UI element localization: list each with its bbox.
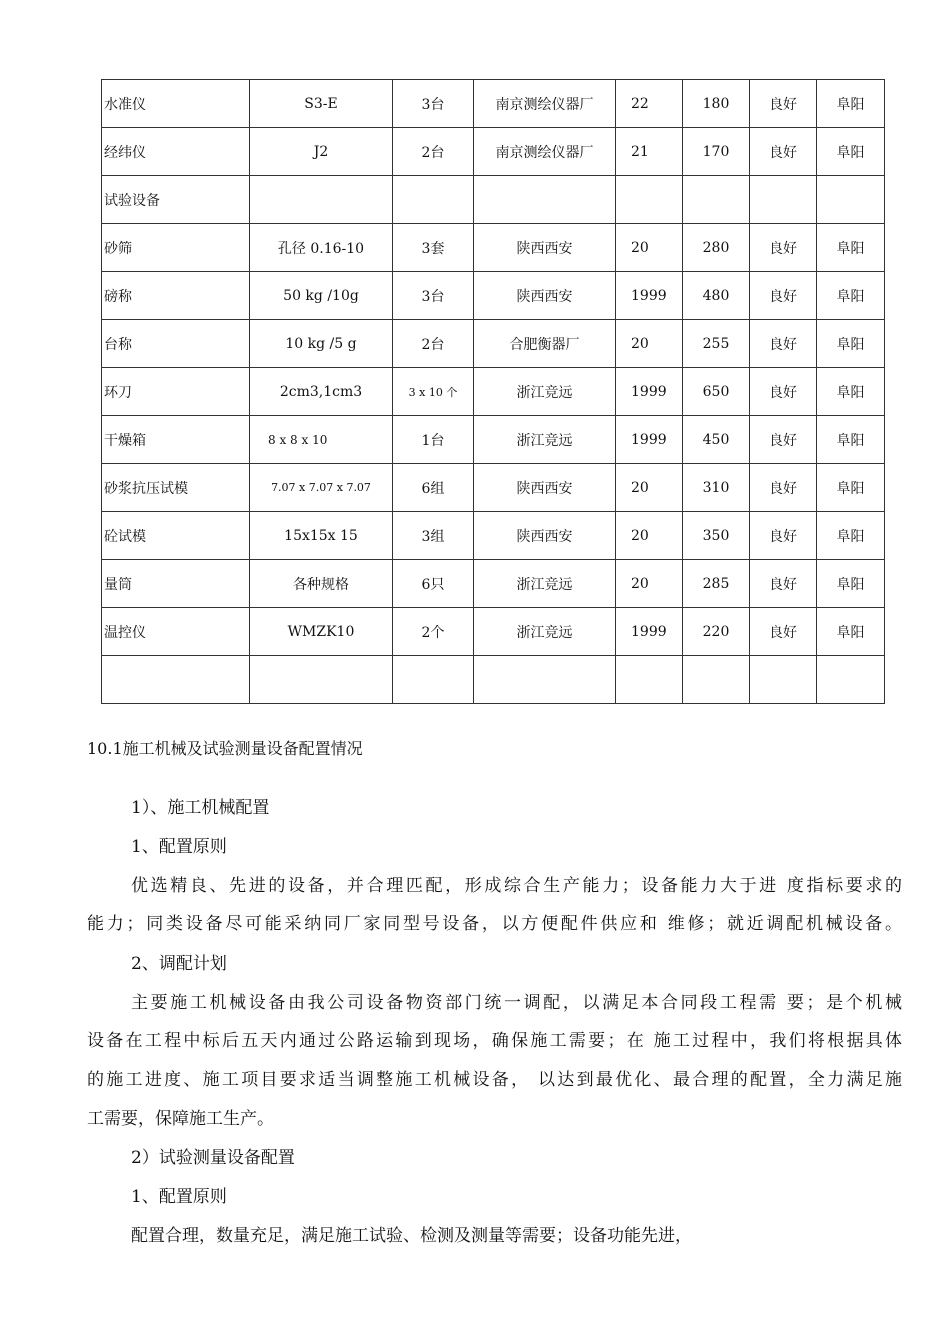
cell-power: 650 bbox=[683, 368, 750, 416]
cell-power: 280 bbox=[683, 224, 750, 272]
heading-config-principle: 1、配置原则 bbox=[131, 837, 227, 857]
cell-quantity: 3台 bbox=[393, 272, 474, 320]
cell-year: 22 bbox=[616, 80, 683, 128]
equipment-table bbox=[101, 79, 885, 704]
cell-year bbox=[616, 176, 683, 224]
cell-year: 1999 bbox=[616, 608, 683, 656]
cell-quantity: 3套 bbox=[393, 224, 474, 272]
cell-power: 180 bbox=[683, 80, 750, 128]
cell-power: 350 bbox=[683, 512, 750, 560]
section-title: 10.1施工机械及试验测量设备配置情况 bbox=[87, 739, 363, 758]
cell-quantity: 3台 bbox=[393, 80, 474, 128]
cell-location: 阜阳 bbox=[817, 272, 885, 320]
paragraph-line: 工需要，保障施工生产。 bbox=[87, 1109, 274, 1129]
cell-model: 孔径 0.16-10 bbox=[250, 224, 393, 272]
cell-power: 480 bbox=[683, 272, 750, 320]
cell-name: 磅称 bbox=[102, 272, 250, 320]
table-row bbox=[102, 656, 885, 704]
heading-machinery: 1）、施工机械配置 bbox=[131, 798, 270, 818]
cell-power: 450 bbox=[683, 416, 750, 464]
cell-model: 7.07 x 7.07 x 7.07 bbox=[250, 464, 393, 512]
paragraph-line: 优选精良、先进的设备，并合理匹配，形成综合生产能力；设备能力大于进 度指标要求的 bbox=[131, 876, 902, 896]
cell-name: 台称 bbox=[102, 320, 250, 368]
table-row bbox=[102, 272, 885, 320]
cell-condition: 良好 bbox=[750, 464, 817, 512]
cell-name: 温控仪 bbox=[102, 608, 250, 656]
cell-condition: 良好 bbox=[750, 512, 817, 560]
cell-model: J2 bbox=[250, 128, 393, 176]
cell-location bbox=[817, 656, 885, 704]
cell-location: 阜阳 bbox=[817, 320, 885, 368]
cell-quantity bbox=[393, 176, 474, 224]
table-row bbox=[102, 128, 885, 176]
table-row bbox=[102, 224, 885, 272]
cell-model: 50 kg /10g bbox=[250, 272, 393, 320]
cell-location: 阜阳 bbox=[817, 80, 885, 128]
cell-power: 310 bbox=[683, 464, 750, 512]
table-row bbox=[102, 512, 885, 560]
cell-location: 阜阳 bbox=[817, 608, 885, 656]
cell-location: 阜阳 bbox=[817, 224, 885, 272]
cell-power: 255 bbox=[683, 320, 750, 368]
cell-location: 阜阳 bbox=[817, 368, 885, 416]
cell-year: 21 bbox=[616, 128, 683, 176]
heading-test-equipment: 2）试验测量设备配置 bbox=[131, 1148, 295, 1168]
cell-name: 砂浆抗压试模 bbox=[102, 464, 250, 512]
paragraph-line: 主要施工机械设备由我公司设备物资部门统一调配，以满足本合同段工程需 要；是个机械 bbox=[131, 993, 902, 1013]
cell-condition: 良好 bbox=[750, 608, 817, 656]
paragraph-line: 的施工进度、施工项目要求适当调整施工机械设备， 以达到最优化、最合理的配置，全力满足施 bbox=[87, 1070, 902, 1090]
cell-manufacturer: 浙江竞远 bbox=[474, 608, 616, 656]
cell-name: 砼试模 bbox=[102, 512, 250, 560]
cell-manufacturer: 南京测绘仪器厂 bbox=[474, 80, 616, 128]
cell-condition: 良好 bbox=[750, 416, 817, 464]
heading-dispatch-plan: 2、调配计划 bbox=[131, 954, 227, 974]
cell-power bbox=[683, 656, 750, 704]
cell-condition bbox=[750, 176, 817, 224]
table-row bbox=[102, 320, 885, 368]
cell-condition: 良好 bbox=[750, 128, 817, 176]
cell-power bbox=[683, 176, 750, 224]
cell-manufacturer: 浙江竞远 bbox=[474, 416, 616, 464]
cell-manufacturer: 陕西西安 bbox=[474, 224, 616, 272]
heading-config-principle-2: 1、配置原则 bbox=[131, 1187, 227, 1207]
paragraph-line: 设备在工程中标后五天内通过公路运输到现场，确保施工需要；在 施工过程中，我们将根据具体 bbox=[87, 1031, 902, 1051]
cell-condition: 良好 bbox=[750, 224, 817, 272]
cell-model: WMZK10 bbox=[250, 608, 393, 656]
cell-quantity: 3组 bbox=[393, 512, 474, 560]
cell-location: 阜阳 bbox=[817, 512, 885, 560]
cell-name: 试验设备 bbox=[102, 176, 250, 224]
cell-condition: 良好 bbox=[750, 320, 817, 368]
cell-quantity: 3 x 10 个 bbox=[393, 368, 474, 416]
cell-condition: 良好 bbox=[750, 368, 817, 416]
cell-power: 220 bbox=[683, 608, 750, 656]
cell-year bbox=[616, 656, 683, 704]
cell-model: 8 x 8 x 10 bbox=[250, 416, 393, 464]
cell-condition: 良好 bbox=[750, 560, 817, 608]
cell-condition: 良好 bbox=[750, 80, 817, 128]
table-row bbox=[102, 176, 885, 224]
table-row bbox=[102, 464, 885, 512]
cell-year: 20 bbox=[616, 560, 683, 608]
cell-condition bbox=[750, 656, 817, 704]
cell-quantity: 2个 bbox=[393, 608, 474, 656]
cell-model: 10 kg /5 g bbox=[250, 320, 393, 368]
cell-quantity: 1台 bbox=[393, 416, 474, 464]
cell-manufacturer bbox=[474, 176, 616, 224]
cell-model bbox=[250, 176, 393, 224]
table-row bbox=[102, 560, 885, 608]
cell-manufacturer: 浙江竞远 bbox=[474, 560, 616, 608]
cell-model: 15x15x 15 bbox=[250, 512, 393, 560]
cell-name: 环刀 bbox=[102, 368, 250, 416]
cell-quantity: 2台 bbox=[393, 128, 474, 176]
cell-quantity: 2台 bbox=[393, 320, 474, 368]
cell-manufacturer: 陕西西安 bbox=[474, 272, 616, 320]
table-row bbox=[102, 608, 885, 656]
cell-condition: 良好 bbox=[750, 272, 817, 320]
cell-name: 经纬仪 bbox=[102, 128, 250, 176]
cell-year: 1999 bbox=[616, 416, 683, 464]
cell-name: 砂筛 bbox=[102, 224, 250, 272]
cell-year: 20 bbox=[616, 464, 683, 512]
cell-model bbox=[250, 656, 393, 704]
table-row bbox=[102, 416, 885, 464]
cell-name: 干燥箱 bbox=[102, 416, 250, 464]
cell-name bbox=[102, 656, 250, 704]
cell-manufacturer: 南京测绘仪器厂 bbox=[474, 128, 616, 176]
cell-name: 水准仪 bbox=[102, 80, 250, 128]
cell-model: S3-E bbox=[250, 80, 393, 128]
cell-location: 阜阳 bbox=[817, 128, 885, 176]
cell-power: 285 bbox=[683, 560, 750, 608]
cell-location: 阜阳 bbox=[817, 464, 885, 512]
cell-name: 量筒 bbox=[102, 560, 250, 608]
paragraph-line: 配置合理，数量充足，满足施工试验、检测及测量等需要；设备功能先进， bbox=[131, 1226, 692, 1246]
cell-model: 2cm3,1cm3 bbox=[250, 368, 393, 416]
cell-location: 阜阳 bbox=[817, 416, 885, 464]
table-row bbox=[102, 80, 885, 128]
cell-year: 1999 bbox=[616, 368, 683, 416]
cell-quantity: 6组 bbox=[393, 464, 474, 512]
cell-manufacturer: 陕西西安 bbox=[474, 464, 616, 512]
cell-year: 20 bbox=[616, 512, 683, 560]
paragraph-line: 能力；同类设备尽可能采纳同厂家同型号设备，以方便配件供应和 维修；就近调配机械设备。 bbox=[87, 914, 902, 934]
cell-year: 20 bbox=[616, 320, 683, 368]
cell-location: 阜阳 bbox=[817, 560, 885, 608]
cell-manufacturer: 陕西西安 bbox=[474, 512, 616, 560]
cell-year: 20 bbox=[616, 224, 683, 272]
cell-year: 1999 bbox=[616, 272, 683, 320]
cell-quantity: 6只 bbox=[393, 560, 474, 608]
cell-manufacturer: 合肥衡器厂 bbox=[474, 320, 616, 368]
cell-model: 各种规格 bbox=[250, 560, 393, 608]
cell-manufacturer bbox=[474, 656, 616, 704]
cell-power: 170 bbox=[683, 128, 750, 176]
cell-quantity bbox=[393, 656, 474, 704]
table-row bbox=[102, 368, 885, 416]
cell-manufacturer: 浙江竞远 bbox=[474, 368, 616, 416]
cell-location bbox=[817, 176, 885, 224]
